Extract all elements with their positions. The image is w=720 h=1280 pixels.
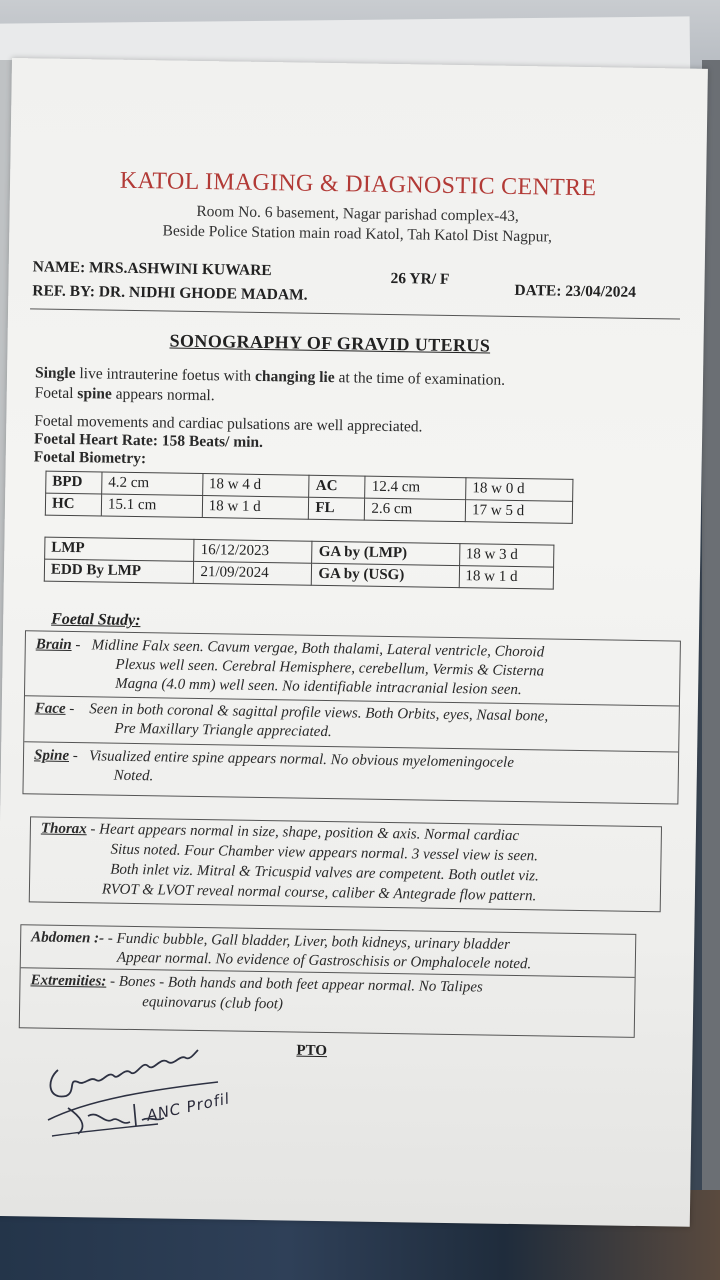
report-date: DATE: 23/04/2024: [514, 281, 637, 301]
table-cell: BPD: [46, 471, 102, 494]
patient-name: NAME: MRS.ASHWINI KUWARE: [32, 258, 272, 280]
table-cell: FL: [309, 497, 365, 520]
table-cell: 2.6 cm: [365, 498, 466, 522]
table-cell: 18 w 4 d: [202, 474, 309, 498]
abdomen-line-2: Appear normal. No evidence of Gastroschisis or Omphalocele noted.: [116, 949, 532, 973]
report-title: SONOGRAPHY OF GRAVID UTERUS: [169, 330, 491, 356]
foetal-study-box: [22, 630, 680, 804]
table-cell: HC: [45, 493, 101, 516]
spine-line-1: Spine - Visualized entire spine appears normal. No obvious myelomeningocele: [33, 747, 515, 771]
table-cell: 16/12/2023: [194, 539, 312, 563]
finding-line-1: Single live intrauterine foetus with changing lie at the time of examination.: [34, 364, 506, 389]
brain-line-1: Brain - Midline Falx seen. Cavum vergae, Both thalami, Lateral ventricle, Choroid: [35, 636, 545, 661]
referred-by: REF. BY: DR. NIDHI GHODE MADAM.: [32, 282, 308, 304]
thorax-line-4: RVOT & LVOT reveal normal course, caliber & Antegrade flow pattern.: [101, 881, 537, 905]
thorax-line-2: Situs noted. Four Chamber view appears normal. 3 vessel view is seen.: [110, 841, 539, 865]
table-cell: 18 w 3 d: [459, 544, 554, 567]
table-cell: EDD By LMP: [44, 559, 194, 583]
face-line-1: Face - Seen in both coronal & sagittal profile views. Both Orbits, eyes, Nasal bone,: [34, 700, 549, 725]
centre-name: KATOL IMAGING & DIAGNOSTIC CENTRE: [119, 167, 597, 202]
table-cell: 21/09/2024: [194, 561, 312, 585]
table-cell: 17 w 5 d: [465, 500, 572, 524]
foetal-study-heading: Foetal Study:: [51, 610, 141, 630]
brain-line-3: Magna (4.0 mm) well seen. No identifiable intracranial lesion seen.: [115, 675, 522, 699]
finding-line-3: Foetal movements and cardiac pulsations are well appreciated.: [34, 412, 423, 436]
finding-line-2: Foetal spine appears normal.: [34, 384, 215, 405]
table-cell: 18 w 1 d: [459, 566, 554, 589]
table-cell: AC: [309, 475, 365, 498]
table-cell: 18 w 0 d: [466, 478, 573, 502]
foetal-biometry-heading: Foetal Biometry:: [33, 448, 147, 468]
centre-address-line1: Room No. 6 basement, Nagar parishad complex-43,: [196, 202, 519, 225]
table-cell: 15.1 cm: [101, 494, 202, 518]
face-line-2: Pre Maxillary Triangle appreciated.: [114, 720, 332, 741]
handwritten-signature: [18, 1020, 318, 1150]
extremities-line-2: equinovarus (club foot): [142, 994, 284, 1013]
pto-label: PTO: [296, 1042, 328, 1060]
brain-line-2: Plexus well seen. Cerebral Hemisphere, cerebellum, Vermis & Cisterna: [115, 656, 545, 680]
thorax-box: [29, 816, 662, 912]
biometry-table: [45, 471, 574, 524]
foetal-heart-rate: Foetal Heart Rate: 158 Beats/ min.: [33, 430, 264, 451]
table-cell: GA by (USG): [312, 563, 459, 587]
table-cell: GA by (LMP): [312, 541, 459, 565]
dates-table: [44, 537, 555, 590]
centre-address-line2: Beside Police Station main road Katol, Tah Katol Dist Nagpur,: [162, 222, 553, 246]
handwritten-note: ANC Profil: [145, 1089, 232, 1125]
abdomen-line-1: Abdomen :- - Fundic bubble, Gall bladder, Liver, both kidneys, urinary bladder: [31, 929, 510, 953]
extremities-line-1: Extremities: - Bones - Both hands and both feet appear normal. No Talipes: [30, 972, 483, 996]
table-cell: LMP: [45, 537, 195, 561]
table-cell: 4.2 cm: [102, 472, 203, 496]
table-cell: 18 w 1 d: [202, 496, 309, 520]
patient-age-sex: 26 YR/ F: [390, 269, 450, 288]
thorax-line-3: Both inlet viz. Mitral & Tricuspid valves are competent. Both outlet viz.: [110, 861, 539, 885]
table-cell: 12.4 cm: [365, 476, 466, 500]
spine-line-2: Noted.: [113, 767, 154, 785]
header-rule: [30, 308, 680, 319]
thorax-line-1: Thorax - Heart appears normal in size, shape, position & axis. Normal cardiac: [40, 820, 520, 845]
